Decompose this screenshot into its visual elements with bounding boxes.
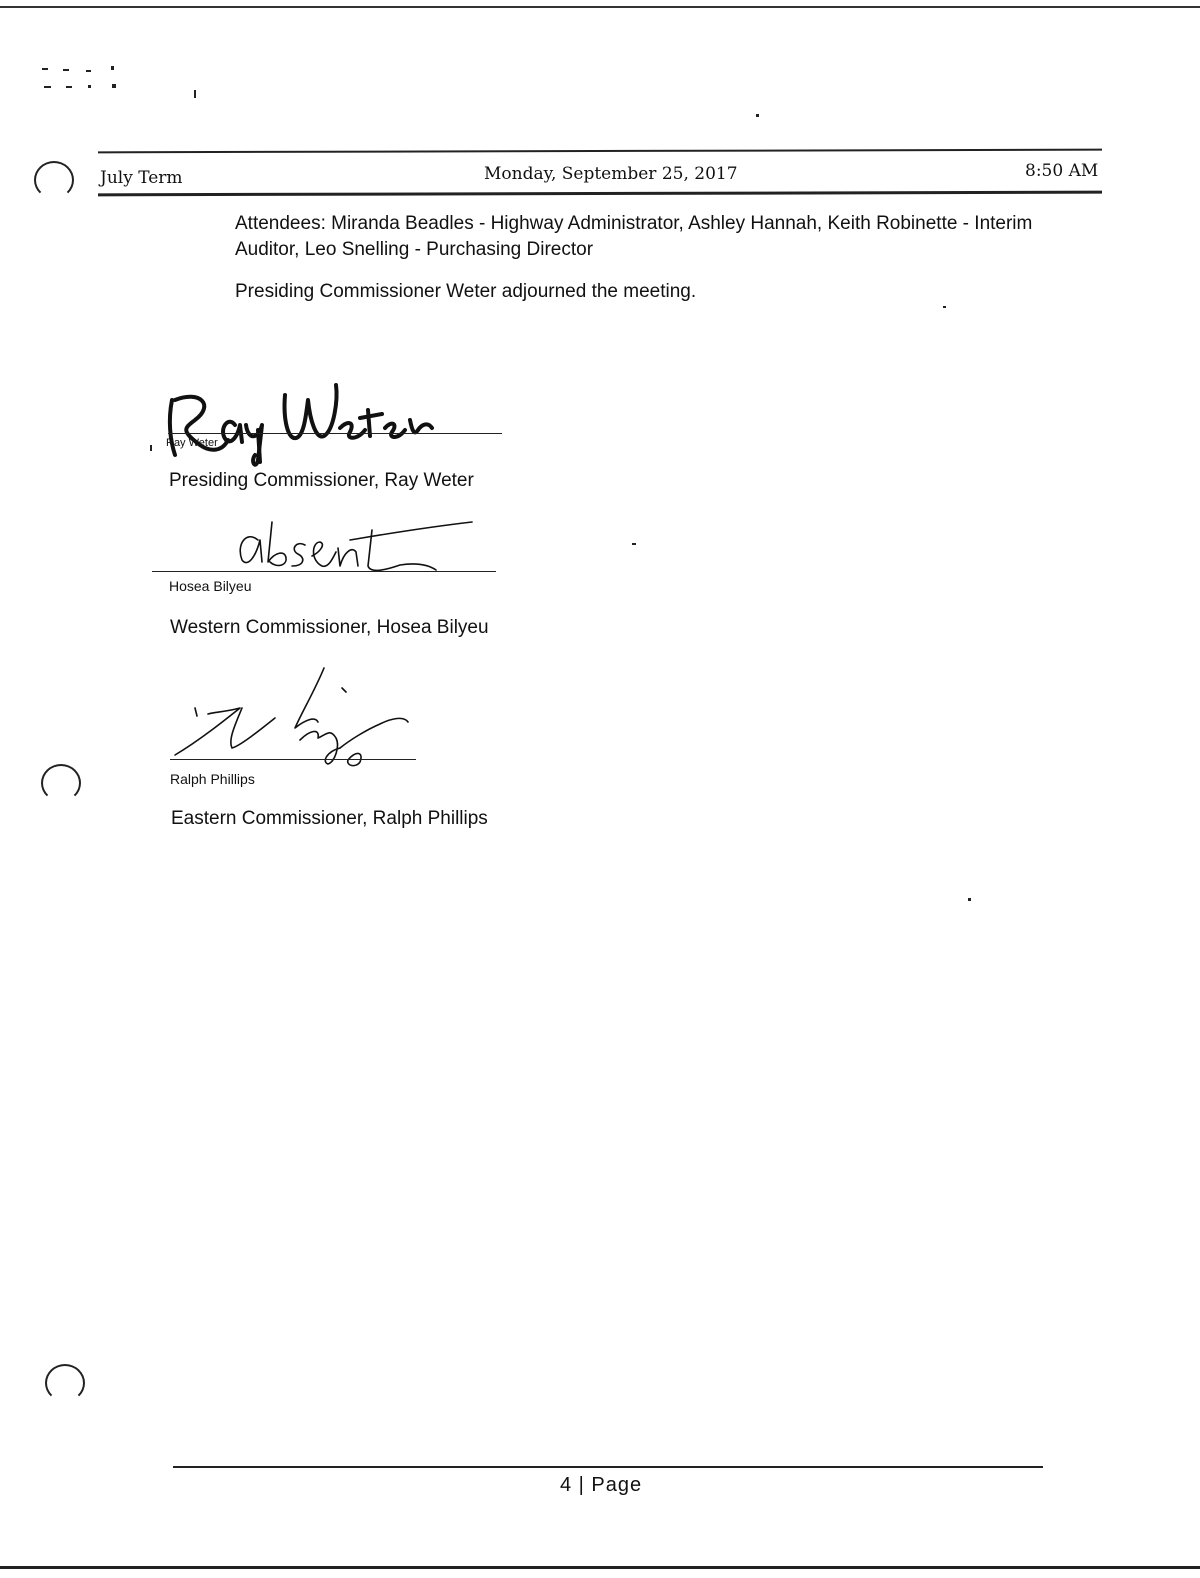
signer-title: Western Commissioner, Hosea Bilyeu bbox=[170, 617, 489, 638]
term-label: July Term bbox=[100, 168, 183, 188]
binder-hole bbox=[41, 764, 81, 802]
binder-hole bbox=[45, 1364, 85, 1402]
page-number: 4 | Page bbox=[560, 1474, 643, 1496]
meeting-time: 8:50 AM bbox=[1025, 161, 1099, 181]
signature-line bbox=[152, 571, 496, 572]
adjourned-paragraph: Presiding Commissioner Weter adjourned the meeting. bbox=[235, 281, 697, 302]
signer-title: Eastern Commissioner, Ralph Phillips bbox=[171, 808, 488, 829]
attendees-paragraph: Attendees: Miranda Beadles - Highway Administrator, Ashley Hannah, Keith Robinette - Interim Auditor, Leo Snelling - Purchasing Director bbox=[235, 213, 1033, 260]
binder-hole bbox=[34, 161, 74, 199]
signer-printed-name: Ralph Phillips bbox=[170, 771, 255, 787]
meeting-date: Monday, September 25, 2017 bbox=[484, 164, 738, 184]
signer-printed-name: Hosea Bilyeu bbox=[169, 578, 252, 594]
signer-title: Presiding Commissioner, Ray Weter bbox=[169, 470, 474, 491]
signature-line bbox=[170, 759, 416, 760]
signature-line bbox=[168, 433, 502, 434]
footer-rule bbox=[173, 1466, 1043, 1468]
scan-bottom-edge bbox=[0, 1566, 1200, 1569]
signer-printed-name: Ray Weter bbox=[166, 437, 218, 449]
